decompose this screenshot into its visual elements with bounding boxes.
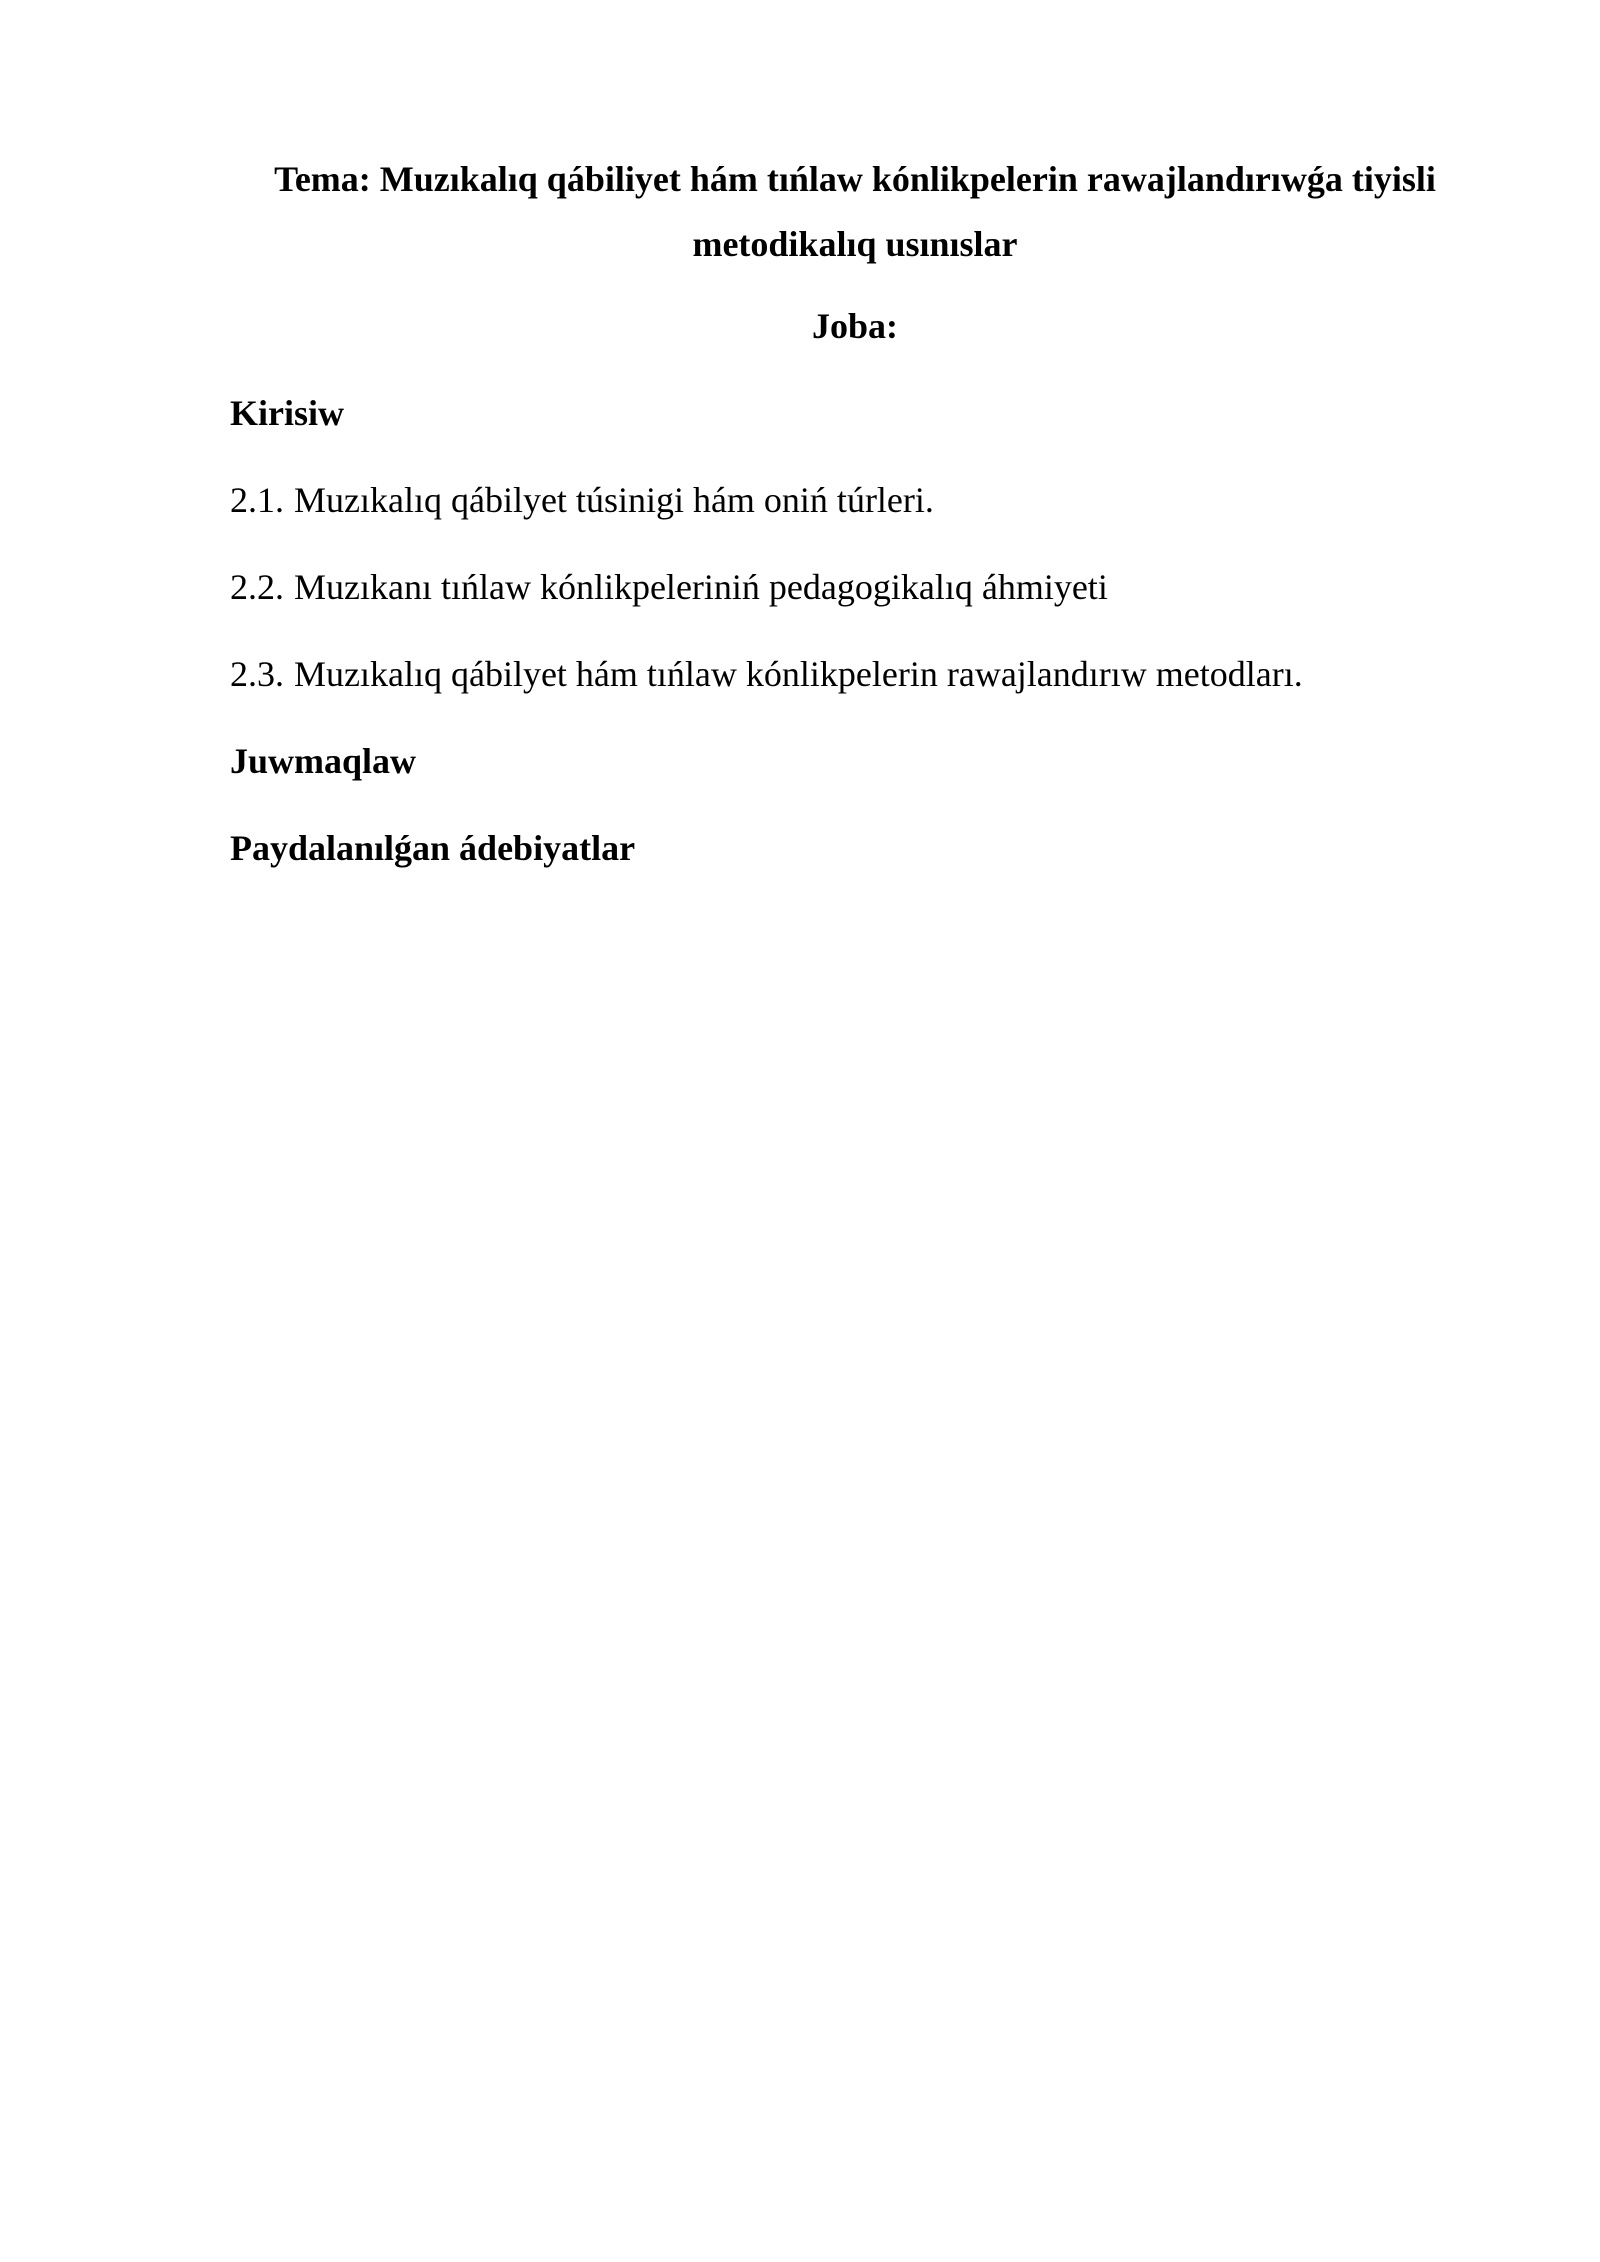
plan-item xyxy=(230,648,1303,700)
plan-item-text: Muzıkalıq qábilyet túsinigi hám oniń túrleri. xyxy=(294,480,934,520)
plan-item-number: 2.1. xyxy=(230,480,284,520)
introduction-heading: Kirisiw xyxy=(230,393,344,433)
plan-item-number: 2.2. xyxy=(230,567,284,607)
plan-item xyxy=(230,561,1108,613)
plan-item xyxy=(230,474,934,526)
references-heading: Paydalanılǵan ádebiyatlar xyxy=(230,828,636,868)
plan-item-number: 2.3. xyxy=(230,654,284,694)
conclusion-heading: Juwmaqlaw xyxy=(230,741,417,781)
plan-item-text: Muzıkalıq qábilyet hám tıńlaw kónlikpelerin rawajlandırıw metodları. xyxy=(294,654,1303,694)
plan-heading: Joba: xyxy=(811,306,898,346)
plan-item-text: Muzıkanı tıńlaw kónlikpeleriniń pedagogikalıq áhmiyeti xyxy=(294,567,1108,607)
document-title: Tema: Muzıkalıq qábiliyet hám tıńlaw kónlikpelerin rawajlandırıwǵa tiyisli metodikalıq usınıslar xyxy=(274,159,1436,264)
